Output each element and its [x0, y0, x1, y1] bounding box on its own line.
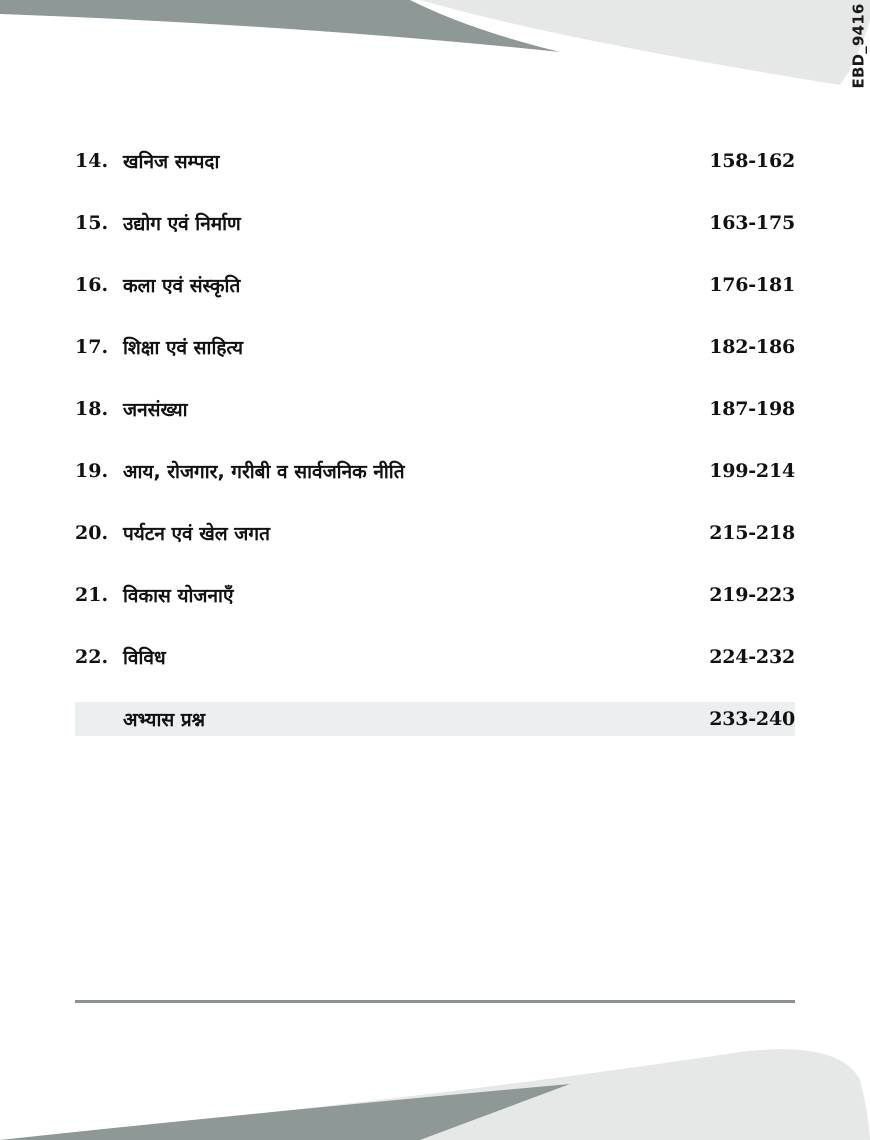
toc-entry-20[interactable] — [75, 502, 795, 564]
page-range: 187-198 — [709, 398, 795, 420]
top-swoosh-decoration — [0, 0, 870, 100]
table-of-contents — [75, 130, 795, 736]
chapter-title: खनिज सम्पदा — [123, 151, 220, 173]
chapter-title: विविध — [123, 647, 166, 669]
page-range: 219-223 — [709, 584, 795, 606]
footer-divider — [75, 1000, 795, 1003]
chapter-number: 21. — [75, 584, 109, 606]
toc-entry-19[interactable] — [75, 440, 795, 502]
chapter-title: आय, रोजगार, गरीबी व सार्वजनिक नीति — [123, 461, 405, 483]
page-range: 176-181 — [709, 274, 795, 296]
page-range: 215-218 — [709, 522, 795, 544]
toc-entry-17[interactable] — [75, 316, 795, 378]
chapter-number: 16. — [75, 274, 109, 296]
page-range: 163-175 — [709, 212, 795, 234]
page-range: 182-186 — [709, 336, 795, 358]
chapter-title: उद्योग एवं निर्माण — [123, 213, 241, 235]
page-range: 233-240 — [709, 708, 795, 730]
toc-entry-22[interactable] — [75, 626, 795, 688]
chapter-title: कला एवं संस्कृति — [123, 275, 241, 297]
page-range: 224-232 — [709, 646, 795, 668]
toc-entry-14[interactable] — [75, 130, 795, 192]
chapter-title: अभ्यास प्रश्न — [123, 709, 206, 731]
chapter-number: 14. — [75, 150, 109, 172]
page-range: 199-214 — [709, 460, 795, 482]
chapter-title: जनसंख्या — [123, 399, 188, 421]
bottom-swoosh-decoration — [0, 1040, 870, 1140]
chapter-title: पर्यटन एवं खेल जगत — [123, 523, 270, 545]
chapter-number: 22. — [75, 646, 109, 668]
chapter-number: 20. — [75, 522, 109, 544]
toc-entry-practice-questions[interactable] — [75, 702, 795, 736]
toc-entry-16[interactable] — [75, 254, 795, 316]
chapter-title: विकास योजनाएँ — [123, 585, 234, 607]
document-code — [846, 0, 870, 92]
page-range: 158-162 — [709, 150, 795, 172]
toc-entry-15[interactable] — [75, 192, 795, 254]
chapter-number: 15. — [75, 212, 109, 234]
chapter-number: 18. — [75, 398, 109, 420]
chapter-title: शिक्षा एवं साहित्य — [123, 337, 243, 359]
toc-entry-21[interactable] — [75, 564, 795, 626]
toc-entry-18[interactable] — [75, 378, 795, 440]
chapter-number: 17. — [75, 336, 109, 358]
chapter-number: 19. — [75, 460, 109, 482]
document-code-text: EBD_9416 — [849, 3, 868, 89]
